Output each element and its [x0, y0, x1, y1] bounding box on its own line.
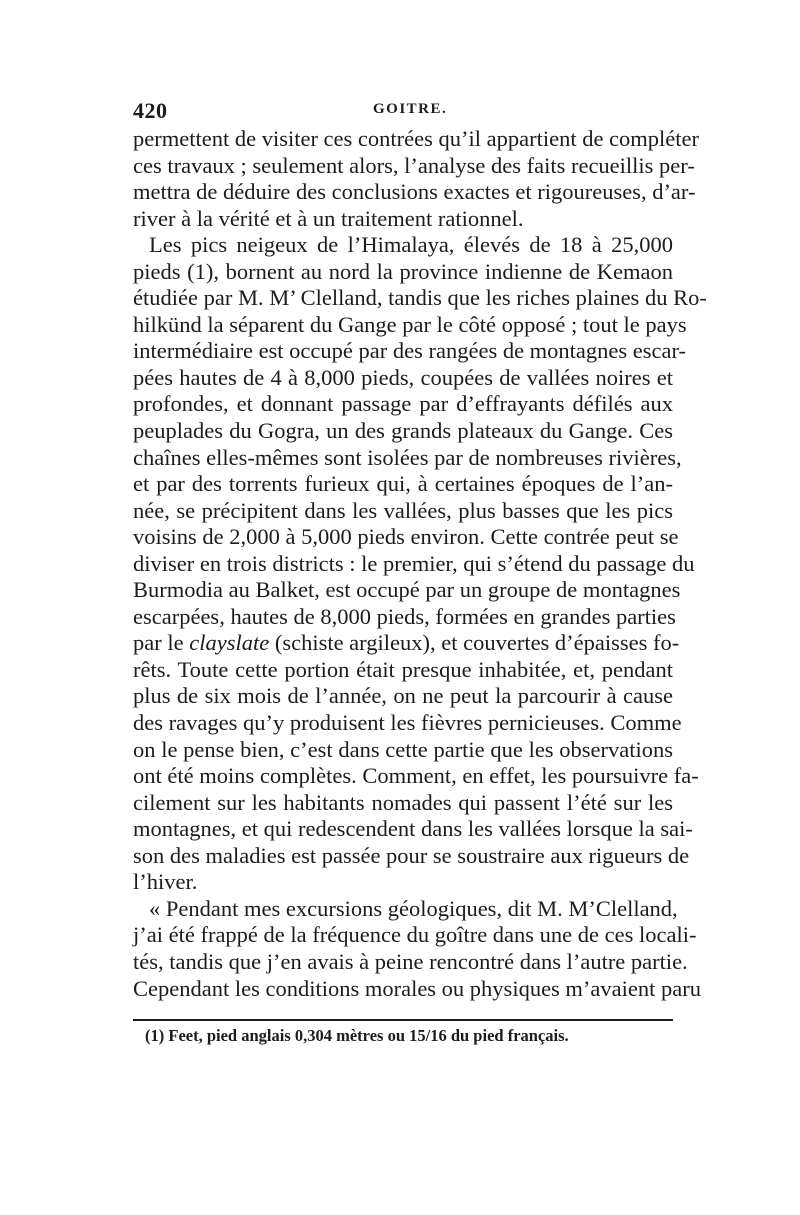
text-line: « Pendant mes excursions géologiques, dit M. M’Clelland, [149, 895, 678, 921]
text-line: diviser en trois districts : le premier, qui s’étend du passage du [133, 550, 695, 576]
text-line: des ravages qu’y produisent les fièvres pernicieuses. Comme [133, 710, 682, 736]
text-line: on le pense bien, c’est dans cette partie que les observations [133, 736, 673, 762]
text-line: rêts. Toute cette portion était presque inhabitée, et, pendant [133, 656, 673, 682]
text-line: pées hautes de 4 à 8,000 pieds, coupées de vallées noires et [133, 364, 673, 390]
body-text [133, 126, 707, 1002]
text-line: Les pics neigeux de l’Himalaya, élevés de 18 à 25,000 [149, 232, 673, 258]
text-line: voisins de 2,000 à 5,000 pieds environ. Cette contrée peut se [133, 524, 679, 550]
text-line-rest: (schiste argileux), et couvertes d’épaisses fo- [274, 630, 680, 656]
text-line: ont été moins complètes. Comment, en effet, les poursuivre fa- [133, 763, 699, 789]
text-line: escarpées, hautes de 8,000 pieds, formées en grandes parties [133, 603, 676, 629]
text-line: hilkünd la séparent du Gange par le côté opposé ; tout le pays [133, 311, 687, 337]
text-line: étudiée par M. M’ Clelland, tandis que les riches plaines du Ro- [133, 285, 707, 311]
footnote-divider [133, 1019, 673, 1021]
text-line: Burmodia au Balket, est occupé par un groupe de montagnes [133, 577, 681, 603]
text-line: mettra de déduire des conclusions exactes et rigoureuses, d’ar- [133, 179, 696, 205]
text-line: intermédiaire est occupé par des rangées de montagnes escar- [133, 338, 687, 364]
text-line: cilement sur les habitants nomades qui passent l’été sur les [133, 789, 673, 815]
running-head: GOITRE. [373, 101, 448, 117]
text-line: l’hiver. [133, 869, 198, 895]
italic-term: clayslate [189, 630, 270, 656]
text-line: son des maladies est passée pour se soustraire aux rigueurs de [133, 842, 690, 868]
text-line: et par des torrents furieux qui, à certaines époques de l’an- [133, 471, 673, 497]
text-line: permettent de visiter ces contrées qu’il appartient de compléter [133, 126, 700, 151]
text-line: river à la vérité et à un traitement rationnel. [133, 205, 524, 231]
text-line: ces travaux ; seulement alors, l’analyse des faits recueillis per- [133, 152, 695, 178]
text-line: j’ai été frappé de la fréquence du goître dans une de ces locali- [133, 922, 697, 948]
page-header [133, 98, 673, 126]
text-line: profondes, et donnant passage par d’effrayants défilés aux [133, 391, 673, 417]
text-line: pieds (1), bornent au nord la province indienne de Kemaon [133, 258, 673, 284]
text-line: peuplades du Gogra, un des grands plateaux du Gange. Ces [133, 418, 673, 444]
text-line-start: par le [133, 630, 184, 656]
text-line: Cependant les conditions morales ou physiques m’avaient paru [133, 975, 701, 1001]
text-line [133, 630, 680, 657]
page-number: 420 [133, 98, 168, 123]
text-line: plus de six mois de l’année, on ne peut la parcourir à cause [133, 683, 673, 709]
text-line: tés, tandis que j’en avais à peine rencontré dans l’autre partie. [133, 948, 688, 974]
footnote: (1) Feet, pied anglais 0,304 mètres ou 15/16 du pied français. [145, 1026, 569, 1045]
text-line: chaînes elles-mêmes sont isolées par de nombreuses rivières, [133, 444, 682, 470]
text-line: née, se précipitent dans les vallées, plus basses que les pics [133, 497, 673, 523]
text-line: montagnes, et qui redescendent dans les vallées lorsque la sai- [133, 816, 693, 842]
